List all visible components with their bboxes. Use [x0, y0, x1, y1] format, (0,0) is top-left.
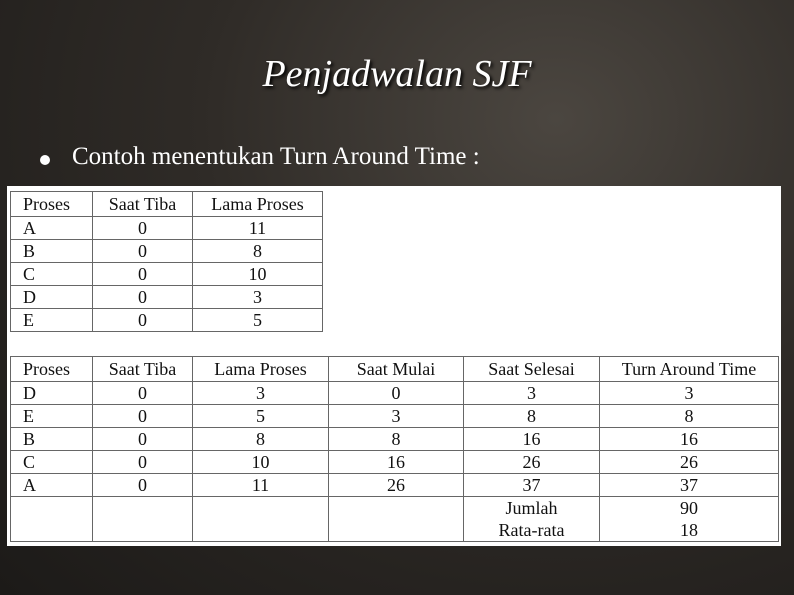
table-cell: 8	[329, 428, 464, 451]
tables-panel	[7, 186, 781, 546]
table-cell: 5	[193, 405, 329, 428]
header-cell: Turn Around Time	[600, 357, 779, 382]
table-cell: 0	[93, 263, 193, 286]
empty-cell	[11, 497, 93, 542]
table-row	[11, 263, 323, 286]
table-cell: E	[11, 309, 93, 332]
table-cell: C	[11, 451, 93, 474]
table-cell: 8	[464, 405, 600, 428]
header-cell: Saat Tiba	[93, 357, 193, 382]
table-cell: 26	[600, 451, 779, 474]
table-cell: A	[11, 474, 93, 497]
header-cell: Saat Mulai	[329, 357, 464, 382]
summary-label: Jumlah	[464, 497, 600, 520]
table-cell: 3	[464, 382, 600, 405]
table-cell: 0	[93, 309, 193, 332]
process-input-table	[10, 191, 323, 332]
table-row	[11, 451, 779, 474]
table-cell: D	[11, 382, 93, 405]
bullet-item	[40, 143, 480, 171]
table-cell: 37	[464, 474, 600, 497]
bullet-text: Contoh menentukan Turn Around Time :	[72, 143, 480, 170]
table-cell: D	[11, 286, 93, 309]
table-cell: 37	[600, 474, 779, 497]
table-cell: 0	[93, 474, 193, 497]
header-cell: Lama Proses	[193, 357, 329, 382]
table-cell: 0	[93, 428, 193, 451]
table-cell: 26	[329, 474, 464, 497]
table-cell: 0	[93, 217, 193, 240]
summary-value: 90	[600, 497, 779, 520]
table-cell: 16	[464, 428, 600, 451]
header-cell: Saat Tiba	[93, 192, 193, 217]
table-cell: 0	[93, 240, 193, 263]
table-row	[11, 240, 323, 263]
table-cell: 3	[329, 405, 464, 428]
slide-title: Penjadwalan SJF	[262, 53, 532, 95]
table-cell: 11	[193, 474, 329, 497]
table-row	[11, 217, 323, 240]
table-cell: B	[11, 240, 93, 263]
empty-cell	[93, 497, 193, 542]
summary-label: Rata-rata	[464, 519, 600, 542]
table-cell: 26	[464, 451, 600, 474]
header-cell: Proses	[11, 192, 93, 217]
summary-row-jumlah	[11, 497, 779, 520]
table-cell: 0	[329, 382, 464, 405]
table-cell: C	[11, 263, 93, 286]
table-cell: 16	[600, 428, 779, 451]
empty-cell	[329, 497, 464, 542]
sjf-schedule-table	[10, 356, 779, 542]
table-cell: 3	[193, 382, 329, 405]
table-cell: 3	[193, 286, 323, 309]
header-cell: Lama Proses	[193, 192, 323, 217]
header-cell: Saat Selesai	[464, 357, 600, 382]
table-cell: 0	[93, 286, 193, 309]
table-cell: 8	[193, 240, 323, 263]
table-cell: 11	[193, 217, 323, 240]
table-row	[11, 382, 779, 405]
summary-value: 18	[600, 519, 779, 542]
table-row	[11, 405, 779, 428]
table-row	[11, 309, 323, 332]
table-row	[11, 428, 779, 451]
table-cell: 0	[93, 405, 193, 428]
table-cell: 8	[600, 405, 779, 428]
table-cell: A	[11, 217, 93, 240]
table-cell: 10	[193, 263, 323, 286]
table-cell: 0	[93, 382, 193, 405]
table-header-row	[11, 357, 779, 382]
empty-cell	[193, 497, 329, 542]
table-header-row	[11, 192, 323, 217]
table-cell: 10	[193, 451, 329, 474]
bullet-dot-icon	[40, 155, 50, 165]
header-cell: Proses	[11, 357, 93, 382]
table-cell: 16	[329, 451, 464, 474]
table-cell: 0	[93, 451, 193, 474]
table-row	[11, 286, 323, 309]
table-cell: 3	[600, 382, 779, 405]
table-cell: 8	[193, 428, 329, 451]
table-cell: 5	[193, 309, 323, 332]
table-row	[11, 474, 779, 497]
table-cell: E	[11, 405, 93, 428]
table-cell: B	[11, 428, 93, 451]
